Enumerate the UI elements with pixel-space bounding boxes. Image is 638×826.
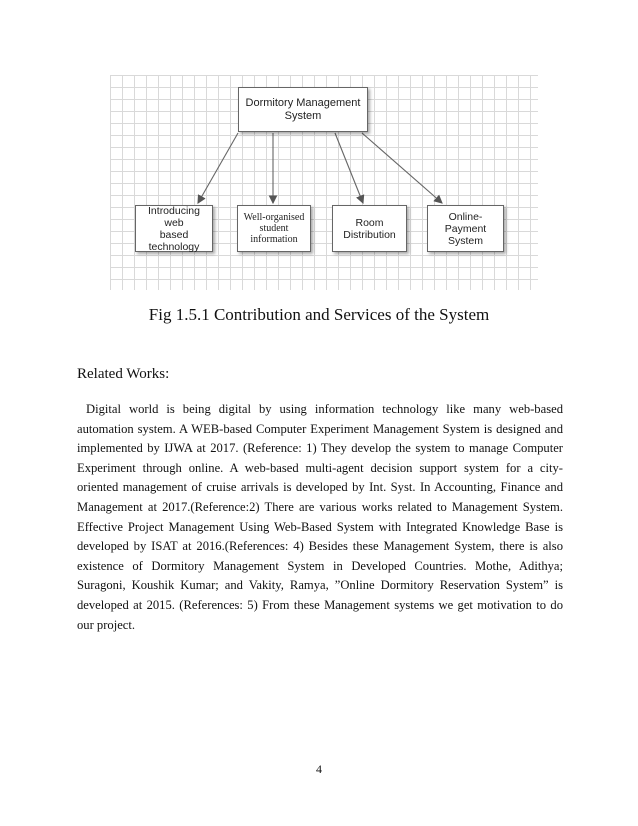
arrow-3 [335, 133, 363, 203]
arrow-1 [198, 133, 238, 203]
child-node-online-payment: Online- Payment System [427, 205, 504, 252]
page-number: 4 [316, 762, 322, 776]
paragraph-text: Digital world is being digital by using information technology like many web-based automation system. A WEB-based Computer Experiment Management System is designed and implemented by IJWA at 2017. (Reference: 1) They develop the system to manage Computer Experiment through online. A web-based multi-agent decision support system for a city-oriented management of cruise arrivals is developed by Int. Syst. In Accounting, Finance and Management at 2017.(Reference:2) There are various works related to Management System. Effective Project Management Using Web-Based System with Integrated Knowledge Base is developed by ISAT at 2016.(References: 4) Besides these Management System, there is also existence of Dormitory Management System in Developed Countries. Mothe, Adithya; Suragoni, Koushik Kumar; and Vakity, Ramya, ”Online Dormitory Reservation System” is developed at 2015. (References: 5) From these Management systems we get motivation to do our project. [77, 402, 563, 632]
figure-caption: Fig 1.5.1 Contribution and Services of the System [148, 305, 490, 324]
root-node: Dormitory Management System [238, 87, 368, 132]
child-node-student-information: Well-organised student information [237, 205, 311, 252]
system-diagram [110, 75, 538, 290]
child-node-room-distribution: Room Distribution [332, 205, 407, 252]
related-works-paragraph [77, 400, 563, 635]
arrow-4 [362, 133, 442, 203]
section-heading: Related Works: [77, 366, 170, 382]
child-node-web-technology: Introducing web based technology [135, 205, 213, 252]
